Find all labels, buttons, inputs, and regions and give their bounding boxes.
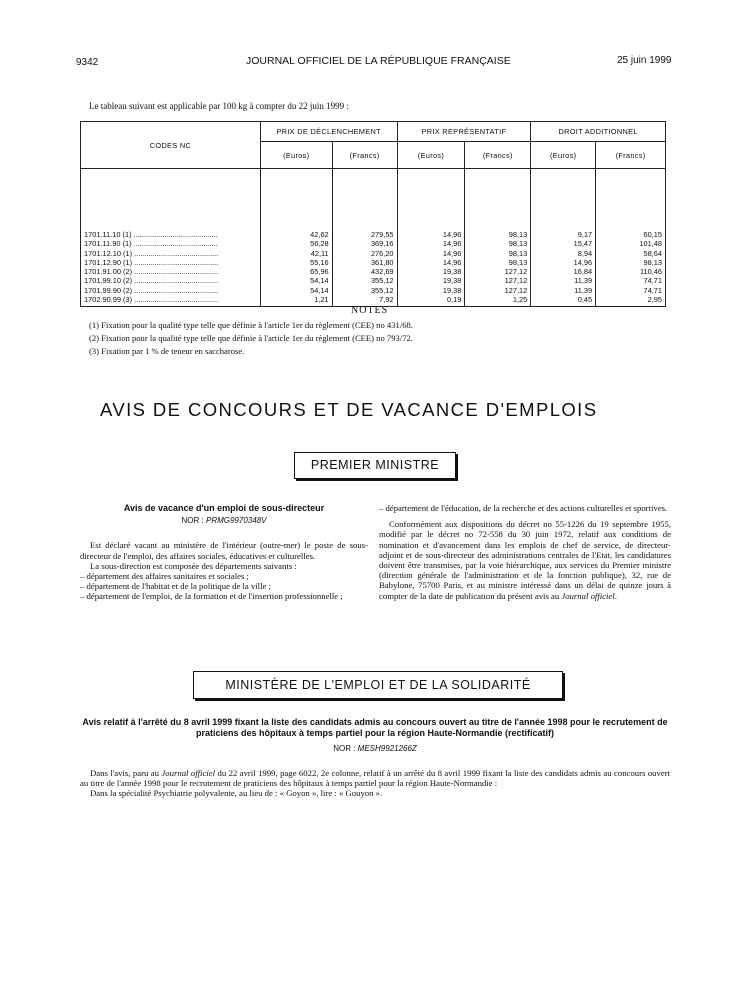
table-cell: 11,39 [574, 276, 593, 286]
table-cell: 127,12 [504, 285, 528, 295]
table-cell: 74,71 [643, 276, 662, 286]
table-cell: 15,47 [573, 239, 593, 249]
table-cell: 127,12 [504, 267, 528, 277]
table-cell: 98,13 [508, 230, 528, 239]
table-cell: 58,64 [643, 248, 662, 258]
avis1-right-column [379, 503, 671, 601]
table-cell: 0,45 [577, 295, 593, 305]
avis1-left-column [80, 503, 368, 602]
codes-header: CODES NC [81, 122, 261, 169]
note-item: (3) Fixation par 1 % de teneur en saccharose. [89, 346, 245, 356]
list-item: – département de l'emploi, de la formation et de l'insertion professionnelle ; [80, 591, 343, 602]
table-cell: 2,95 [647, 295, 662, 305]
unit-header: (Francs) [465, 142, 531, 169]
table-cell: 14,96 [573, 257, 593, 267]
table-cell: 14,96 [442, 230, 462, 239]
table-cell: 60,15 [643, 230, 662, 239]
table-cell: 55,16 [310, 257, 329, 267]
ministry-box-emploi-solidarite: MINISTÈRE DE L'EMPLOI ET DE LA SOLIDARITÉ [193, 671, 563, 699]
table-cell: 14,96 [442, 248, 462, 258]
table-cell: 276,20 [370, 248, 394, 258]
table-cell: 9,17 [577, 230, 593, 239]
avis1-paragraph: Est déclaré vacant au ministère de l'intérieur (outre-mer) le poste de sous-directeur de l'emploi, des affaires sociales, éducatives et culturelles. [80, 540, 368, 561]
table-cell: 110,46 [639, 267, 662, 277]
table-cell: 65,96 [310, 267, 329, 277]
avis1-nor: NOR : PRMG9970348V [181, 516, 267, 526]
table-cell: 7,92 [379, 295, 394, 305]
section-title: AVIS DE CONCOURS ET DE VACANCE D'EMPLOIS [100, 399, 598, 420]
avis2-paragraph: Dans l'avis, paru au Journal officiel du 22 avril 1999, page 6022, 2e colonne, relatif à un arrêté du 8 avril 1999 fixant la liste des candidats admis au concours ouvert au titre de l'année 1998 pour le recrutement de praticiens des hôpitaux à temps partiel pour la région Haute-Normandie : [80, 768, 671, 789]
table-cell: 14,96 [442, 239, 462, 249]
table-cell: 0,19 [447, 295, 462, 305]
code-row: 1701.11.90 (1) ......................................... [84, 239, 218, 249]
tariff-table [80, 121, 666, 307]
unit-header: (Euros) [397, 142, 465, 169]
table-cell: 369,16 [370, 239, 394, 249]
avis1-title: Avis de vacance d'un emploi de sous-directeur [123, 503, 325, 513]
table-cell: 279,55 [370, 230, 394, 239]
codes-column [81, 169, 261, 307]
note-item: (2) Fixation pour la qualité type telle que définie à l'article 1er du règlement (CEE) no 793/72. [89, 333, 413, 343]
issue-date: 25 juin 1999 [617, 55, 672, 66]
list-item: – département de l'éducation, de la recherche et des actions culturelles et sportives. [379, 503, 668, 513]
table-cell: 42,11 [310, 248, 329, 258]
table-cell: 98,13 [643, 257, 662, 267]
notes-title: NOTES [351, 305, 389, 316]
journal-title: JOURNAL OFFICIEL DE LA RÉPUBLIQUE FRANÇAISE [246, 55, 511, 67]
code-row: 1702.90.99 (3) ......................................... [84, 295, 219, 305]
list-item: – département des affaires sanitaires et sociales ; [80, 571, 249, 582]
table-cell: 74,71 [643, 285, 662, 295]
code-row: 1701.91.00 (2) ......................................... [84, 267, 219, 277]
table-cell: 54,14 [310, 276, 329, 286]
list-item: – département de l'habitat et de la politique de la ville ; [80, 581, 271, 592]
table-cell: 432,69 [370, 267, 394, 277]
table-cell: 8,94 [577, 248, 593, 258]
page-number: 9342 [76, 57, 99, 68]
unit-header: (Euros) [260, 142, 332, 169]
table-cell: 19,38 [442, 285, 462, 295]
code-row: 1701.99.10 (2) ......................................... [84, 276, 219, 286]
avis2-title: Avis relatif à l'arrêté du 8 avril 1999 fixant la liste des candidats admis au concours ouvert au titre de l'année 1998 pour le recrutement de praticiens des hôpitaux à temps partiel pour la région Haute-Normandie (rectificatif) [82, 717, 668, 738]
code-row: 1701.99.90 (2) ......................................... [84, 285, 219, 295]
avis2-nor: NOR : MESH9921266Z [333, 744, 417, 753]
code-row: 1701.12.90 (1) ......................................... [84, 257, 219, 267]
table-cell: 101,48 [639, 239, 662, 249]
code-row: 1701.11.10 (1) ......................................... [84, 230, 218, 239]
table-cell: 98,13 [508, 239, 528, 249]
table-cell: 98,13 [508, 248, 528, 258]
group-header: PRIX DE DÉCLENCHEMENT [260, 122, 397, 142]
ministry-box-premier-ministre: PREMIER MINISTRE [294, 452, 456, 479]
table-cell: 19,38 [442, 276, 462, 286]
table-cell: 1,21 [314, 295, 329, 305]
unit-header: (Euros) [531, 142, 596, 169]
table-cell: 127,12 [504, 276, 528, 286]
avis2-body [80, 768, 670, 799]
group-header: PRIX REPRÉSENTATIF [397, 122, 531, 142]
table-cell: 14,96 [442, 257, 462, 267]
table-cell: 355,12 [370, 285, 394, 295]
avis1-paragraph: La sous-direction est composée des départements suivants : [90, 560, 297, 571]
table-cell: 42,62 [310, 230, 329, 239]
table-cell: 98,13 [508, 257, 528, 267]
table-cell: 56,28 [310, 239, 329, 249]
table-cell: 1,25 [512, 295, 528, 305]
unit-header: (Francs) [332, 142, 397, 169]
value-column [332, 169, 397, 307]
unit-header: (Francs) [596, 142, 666, 169]
value-column [260, 169, 332, 307]
table-intro: Le tableau suivant est applicable par 100 kg à compter du 22 juin 1999 : [89, 101, 349, 111]
table-cell: 361,80 [370, 257, 394, 267]
value-column [531, 169, 596, 307]
value-column [596, 169, 666, 307]
table-cell: 19,38 [442, 267, 462, 277]
value-column [465, 169, 531, 307]
avis1-paragraph: Conformément aux dispositions du décret no 55-1226 du 19 septembre 1955, modifié par le décret no 72-558 du 30 juin 1972, relatif aux conditions de nomination et d'avancement dans les emplois de chef de service, de directeur-adjoint et de sous-directeur des administrations centrales de l'Etat, les candidatures doivent être transmises, par la voie hiérarchique, aux services du Premier ministre (direction générale de l'administration et de la fonction publique), 32, rue de Babylone, 75700 Paris, et au ministre intéressé dans un délai de quinze jours à compter de la date de publication du présent avis au Journal officiel. [379, 519, 671, 601]
table-cell: 11,39 [574, 285, 593, 295]
group-header: DROIT ADDITIONNEL [531, 122, 666, 142]
table-cell: 355,12 [370, 276, 394, 286]
value-column [397, 169, 465, 307]
table-cell: 16,84 [573, 267, 593, 277]
note-item: (1) Fixation pour la qualité type telle que définie à l'article 1er du règlement (CEE) no 431/68. [89, 320, 413, 330]
table-cell: 54,14 [310, 285, 329, 295]
code-row: 1701.12.10 (1) ......................................... [84, 248, 219, 258]
avis2-paragraph: Dans la spécialité Psychiatrie polyvalente, au lieu de : « Goyon », lire : « Gouyon ». [90, 788, 383, 799]
